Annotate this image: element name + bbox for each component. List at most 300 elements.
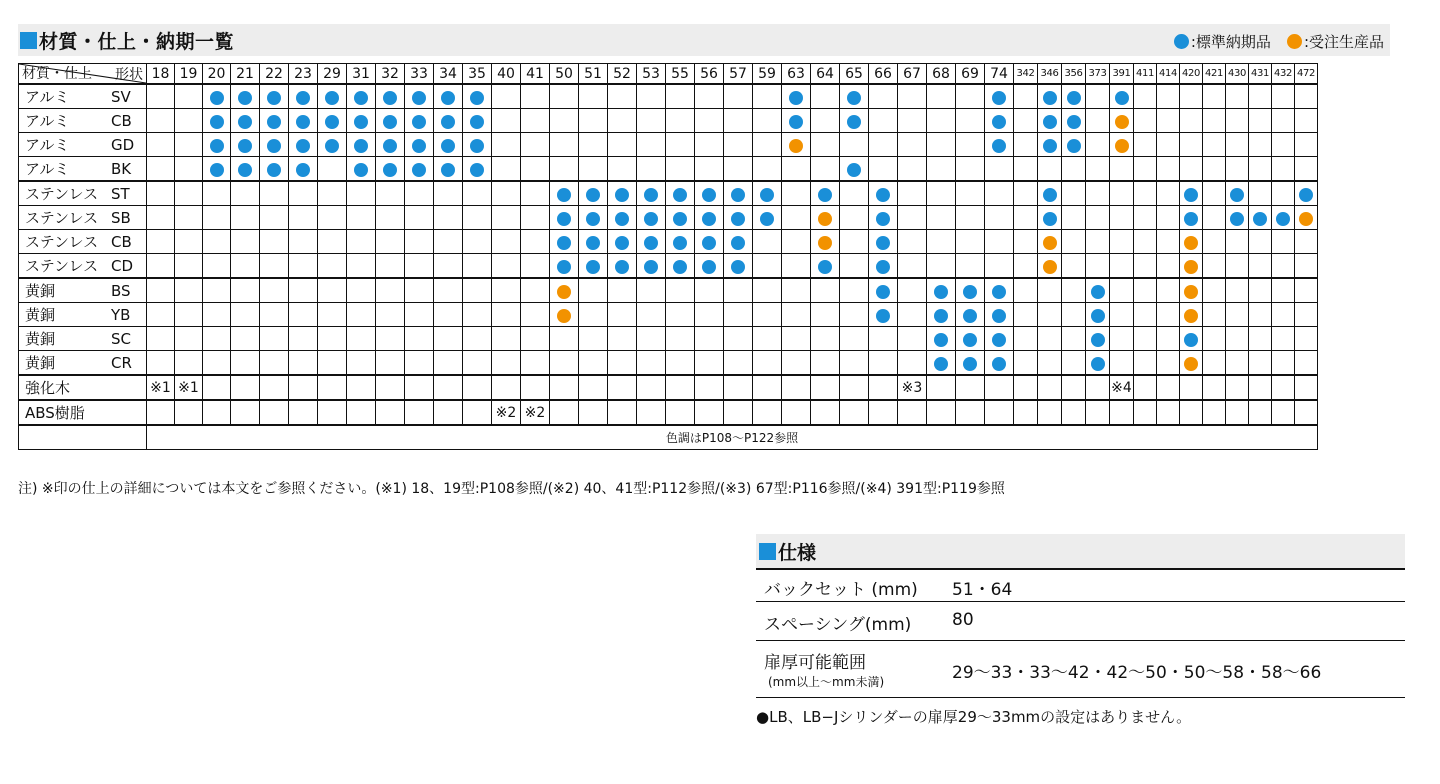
legend <box>1174 31 1384 52</box>
table-cell <box>724 157 753 182</box>
shape-header: 21 <box>231 64 260 85</box>
standard-dot-icon <box>1043 188 1057 202</box>
corner-bottom-label: 材質・仕上 <box>22 66 92 82</box>
standard-dot-icon <box>673 260 687 274</box>
table-cell <box>608 327 637 351</box>
table-cell <box>1134 181 1157 206</box>
table-cell <box>231 157 260 182</box>
table-cell <box>147 375 175 400</box>
standard-dot-icon <box>412 91 426 105</box>
table-cell <box>492 230 521 254</box>
table-cell <box>840 351 869 376</box>
shape-header: 51 <box>579 64 608 85</box>
row-label <box>19 278 147 303</box>
table-cell <box>1086 351 1110 376</box>
standard-dot-icon <box>615 212 629 226</box>
table-cell <box>1180 278 1203 303</box>
table-cell <box>1134 278 1157 303</box>
shape-header: 411 <box>1134 64 1157 85</box>
standard-dot-icon <box>383 115 397 129</box>
table-cell <box>1226 303 1249 327</box>
note-mark: ※1 <box>178 379 199 396</box>
table-cell <box>637 327 666 351</box>
table-cell <box>985 400 1014 425</box>
shape-header: 23 <box>289 64 318 85</box>
table-cell <box>579 303 608 327</box>
table-cell <box>782 254 811 279</box>
table-cell <box>203 278 231 303</box>
table-cell <box>1272 351 1295 376</box>
table-cell <box>376 133 405 157</box>
table-cell <box>782 133 811 157</box>
spec-table <box>756 570 1405 698</box>
table-cell <box>147 230 175 254</box>
table-cell <box>1086 303 1110 327</box>
standard-dot-icon <box>876 285 890 299</box>
table-cell <box>260 181 289 206</box>
spec-key: 扉厚可能範囲 <box>764 653 866 673</box>
table-cell <box>898 181 927 206</box>
table-cell <box>840 84 869 109</box>
standard-dot-icon <box>470 139 484 153</box>
table-cell <box>434 400 463 425</box>
table-cell <box>1134 375 1157 400</box>
table-cell <box>753 303 782 327</box>
order-dot-icon <box>1043 260 1057 274</box>
table-cell <box>231 278 260 303</box>
table-cell <box>1134 254 1157 279</box>
standard-dot-icon <box>296 91 310 105</box>
standard-dot-icon <box>1276 212 1290 226</box>
table-cell <box>753 375 782 400</box>
table-cell <box>1062 181 1086 206</box>
table-cell <box>521 278 550 303</box>
table-cell <box>463 351 492 376</box>
note-mark: ※4 <box>1111 379 1132 396</box>
table-cell <box>231 327 260 351</box>
table-cell <box>1014 84 1038 109</box>
row-label <box>19 303 147 327</box>
table-cell <box>1062 206 1086 230</box>
table-cell <box>811 84 840 109</box>
table-cell <box>260 375 289 400</box>
table-cell <box>1110 206 1134 230</box>
table-cell <box>666 84 695 109</box>
standard-dot-icon <box>267 139 281 153</box>
table-cell <box>724 181 753 206</box>
table-cell <box>347 206 376 230</box>
table-cell <box>666 351 695 376</box>
table-cell <box>1134 206 1157 230</box>
table-cell <box>753 133 782 157</box>
table-cell <box>1157 303 1180 327</box>
table-cell <box>175 181 203 206</box>
standard-dot-icon <box>789 115 803 129</box>
table-cell <box>579 133 608 157</box>
table-cell <box>869 278 898 303</box>
table-cell <box>1295 84 1318 109</box>
table-cell <box>579 375 608 400</box>
table-cell <box>203 400 231 425</box>
table-cell <box>376 230 405 254</box>
table-cell <box>695 327 724 351</box>
shape-header: 391 <box>1110 64 1134 85</box>
standard-dot-icon <box>731 188 745 202</box>
table-cell <box>203 303 231 327</box>
standard-dot-icon <box>267 163 281 177</box>
table-cell <box>463 206 492 230</box>
table-cell <box>985 375 1014 400</box>
standard-dot-icon <box>934 357 948 371</box>
order-dot-icon <box>1184 285 1198 299</box>
material-label: 黄銅 <box>25 330 56 348</box>
table-cell <box>1062 109 1086 133</box>
table-cell <box>1157 278 1180 303</box>
table-cell <box>434 230 463 254</box>
standard-dot-icon <box>383 163 397 177</box>
table-cell <box>608 230 637 254</box>
table-cell <box>1014 375 1038 400</box>
table-cell <box>927 230 956 254</box>
shape-header: 67 <box>898 64 927 85</box>
table-cell <box>637 157 666 182</box>
table-cell <box>147 351 175 376</box>
table-cell <box>1038 400 1062 425</box>
table-cell <box>840 327 869 351</box>
table-cell <box>434 351 463 376</box>
table-cell <box>840 375 869 400</box>
standard-dot-icon <box>673 188 687 202</box>
table-cell <box>1180 133 1203 157</box>
standard-dot-icon <box>1067 139 1081 153</box>
table-cell <box>434 109 463 133</box>
table-cell <box>1014 230 1038 254</box>
table-cell <box>1038 254 1062 279</box>
shape-header: 20 <box>203 64 231 85</box>
table-cell <box>405 278 434 303</box>
table-cell <box>405 206 434 230</box>
table-row <box>19 278 1318 303</box>
shape-header: 40 <box>492 64 521 85</box>
table-cell <box>550 254 579 279</box>
table-cell <box>492 278 521 303</box>
standard-dot-icon <box>673 236 687 250</box>
order-dot-icon <box>1287 34 1302 49</box>
table-cell <box>175 84 203 109</box>
table-cell <box>1062 375 1086 400</box>
note-mark: ※3 <box>901 379 923 396</box>
table-cell <box>666 303 695 327</box>
table-cell <box>1203 278 1226 303</box>
shape-header: 68 <box>927 64 956 85</box>
table-cell <box>492 303 521 327</box>
table-cell <box>463 133 492 157</box>
material-label: 強化木 <box>25 379 71 397</box>
shape-header: 472 <box>1295 64 1318 85</box>
table-cell <box>289 157 318 182</box>
table-cell <box>405 230 434 254</box>
standard-dot-icon <box>354 139 368 153</box>
spec-key: スペーシング(mm) <box>764 615 912 635</box>
table-cell <box>985 351 1014 376</box>
table-cell <box>985 327 1014 351</box>
standard-dot-icon <box>992 285 1006 299</box>
table-cell <box>1014 157 1038 182</box>
spec-value: 80 <box>952 610 974 630</box>
table-cell <box>956 109 985 133</box>
table-cell <box>985 303 1014 327</box>
standard-dot-icon <box>325 139 339 153</box>
table-cell <box>1203 133 1226 157</box>
table-cell <box>1086 400 1110 425</box>
spec-row-backset <box>756 570 1405 602</box>
table-cell <box>289 351 318 376</box>
table-cell <box>1249 327 1272 351</box>
table-cell <box>434 254 463 279</box>
table-cell <box>376 254 405 279</box>
standard-dot-icon <box>963 285 977 299</box>
table-cell <box>1086 254 1110 279</box>
standard-dot-icon <box>876 236 890 250</box>
standard-dot-icon <box>818 188 832 202</box>
table-cell <box>1014 206 1038 230</box>
table-cell <box>956 157 985 182</box>
shape-header: 35 <box>463 64 492 85</box>
table-cell <box>1134 133 1157 157</box>
table-cell <box>376 206 405 230</box>
table-cell <box>347 278 376 303</box>
table-cell <box>1038 327 1062 351</box>
table-cell <box>753 327 782 351</box>
row-label <box>19 327 147 351</box>
table-cell <box>405 84 434 109</box>
table-cell <box>260 400 289 425</box>
table-cell <box>811 375 840 400</box>
table-cell <box>637 133 666 157</box>
standard-dot-icon <box>354 91 368 105</box>
table-cell <box>260 230 289 254</box>
table-cell <box>869 157 898 182</box>
table-cell <box>318 351 347 376</box>
table-cell <box>175 109 203 133</box>
table-cell <box>260 303 289 327</box>
table-cell <box>666 400 695 425</box>
table-cell <box>608 84 637 109</box>
table-cell <box>811 351 840 376</box>
table-cell <box>1272 157 1295 182</box>
table-cell <box>1180 206 1203 230</box>
shape-header: 342 <box>1014 64 1038 85</box>
table-cell <box>1180 375 1203 400</box>
table-cell <box>1062 327 1086 351</box>
table-cell <box>869 181 898 206</box>
table-cell <box>811 133 840 157</box>
table-cell <box>1110 133 1134 157</box>
table-cell <box>463 303 492 327</box>
table-cell <box>1203 181 1226 206</box>
table-cell <box>1272 133 1295 157</box>
table-cell <box>347 181 376 206</box>
table-cell <box>956 84 985 109</box>
standard-dot-icon <box>1184 212 1198 226</box>
table-cell <box>347 133 376 157</box>
table-cell <box>1180 84 1203 109</box>
table-cell <box>203 157 231 182</box>
standard-dot-icon <box>1043 212 1057 226</box>
table-cell <box>840 206 869 230</box>
table-cell <box>579 206 608 230</box>
shape-header: 69 <box>956 64 985 85</box>
row-label <box>19 230 147 254</box>
table-cell <box>1272 278 1295 303</box>
table-cell <box>1157 84 1180 109</box>
table-cell <box>347 327 376 351</box>
table-cell <box>695 109 724 133</box>
table-cell <box>492 375 521 400</box>
table-cell <box>1226 254 1249 279</box>
table-cell <box>1157 375 1180 400</box>
order-dot-icon <box>789 139 803 153</box>
table-cell <box>579 351 608 376</box>
table-cell <box>1295 351 1318 376</box>
table-cell <box>753 254 782 279</box>
table-cell <box>1295 327 1318 351</box>
standard-dot-icon <box>354 115 368 129</box>
finish-label: GD <box>111 136 135 154</box>
table-cell <box>1226 109 1249 133</box>
corner-top-label: 形状 <box>115 67 143 83</box>
table-cell <box>927 400 956 425</box>
table-row <box>19 303 1318 327</box>
shape-header: 19 <box>175 64 203 85</box>
table-cell <box>175 351 203 376</box>
table-cell <box>203 206 231 230</box>
table-cell <box>1180 109 1203 133</box>
table-cell <box>898 278 927 303</box>
standard-dot-icon <box>847 163 861 177</box>
table-cell <box>1014 133 1038 157</box>
table-cell <box>550 181 579 206</box>
table-cell <box>521 133 550 157</box>
table-cell <box>203 109 231 133</box>
shape-header: 41 <box>521 64 550 85</box>
table-cell <box>782 206 811 230</box>
table-cell <box>1110 157 1134 182</box>
table-cell <box>666 327 695 351</box>
table-cell <box>231 400 260 425</box>
table-cell <box>492 109 521 133</box>
table-cell <box>203 84 231 109</box>
shape-header: 50 <box>550 64 579 85</box>
table-cell <box>840 157 869 182</box>
standard-dot-icon <box>992 357 1006 371</box>
table-cell <box>1062 351 1086 376</box>
shape-header: 56 <box>695 64 724 85</box>
order-dot-icon <box>1115 139 1129 153</box>
table-cell <box>1086 327 1110 351</box>
table-cell <box>1014 278 1038 303</box>
standard-dot-icon <box>210 163 224 177</box>
availability-table <box>18 63 1318 450</box>
table-cell <box>260 133 289 157</box>
standard-dot-icon <box>963 333 977 347</box>
row-label <box>19 351 147 376</box>
table-cell <box>956 181 985 206</box>
shape-header: 414 <box>1157 64 1180 85</box>
table-cell <box>608 303 637 327</box>
table-cell <box>927 157 956 182</box>
table-cell <box>753 109 782 133</box>
standard-dot-icon <box>267 91 281 105</box>
standard-dot-icon <box>470 115 484 129</box>
table-cell <box>231 133 260 157</box>
table-cell <box>434 157 463 182</box>
table-cell <box>724 327 753 351</box>
table-cell <box>840 181 869 206</box>
material-label: アルミ <box>25 112 70 130</box>
standard-dot-icon <box>383 91 397 105</box>
table-cell <box>147 84 175 109</box>
table-cell <box>898 84 927 109</box>
shape-header: 22 <box>260 64 289 85</box>
table-cell <box>782 327 811 351</box>
standard-dot-icon <box>296 115 310 129</box>
table-cell <box>1086 133 1110 157</box>
table-cell <box>1180 181 1203 206</box>
table-cell <box>956 375 985 400</box>
table-cell <box>840 133 869 157</box>
table-cell <box>753 278 782 303</box>
table-cell <box>1038 181 1062 206</box>
table-cell <box>434 375 463 400</box>
table-cell <box>550 278 579 303</box>
table-cell <box>1157 206 1180 230</box>
table-cell <box>579 84 608 109</box>
table-cell <box>1086 206 1110 230</box>
table-cell <box>463 157 492 182</box>
table-cell <box>260 84 289 109</box>
shape-header: 346 <box>1038 64 1062 85</box>
spec-value: 51・64 <box>952 580 1013 600</box>
table-cell <box>1249 303 1272 327</box>
table-cell <box>1014 254 1038 279</box>
spec-key-sub: (mm以上〜mm未満) <box>768 675 885 689</box>
table-cell <box>492 400 521 425</box>
standard-dot-icon <box>325 115 339 129</box>
table-cell <box>463 400 492 425</box>
table-cell <box>1295 278 1318 303</box>
table-cell <box>318 181 347 206</box>
finish-label: SB <box>111 209 131 227</box>
shape-header: 57 <box>724 64 753 85</box>
shape-header: 431 <box>1249 64 1272 85</box>
table-cell <box>289 400 318 425</box>
standard-dot-icon <box>557 188 571 202</box>
table-cell <box>1295 400 1318 425</box>
table-cell <box>376 181 405 206</box>
table-cell <box>1272 400 1295 425</box>
material-label: アルミ <box>25 88 70 106</box>
table-cell <box>405 303 434 327</box>
table-cell <box>898 400 927 425</box>
table-header-row <box>19 64 1318 85</box>
order-dot-icon <box>1299 212 1313 226</box>
table-cell <box>376 109 405 133</box>
table-cell <box>1180 254 1203 279</box>
table-cell <box>147 109 175 133</box>
table-cell <box>666 206 695 230</box>
finish-label: YB <box>111 306 131 324</box>
